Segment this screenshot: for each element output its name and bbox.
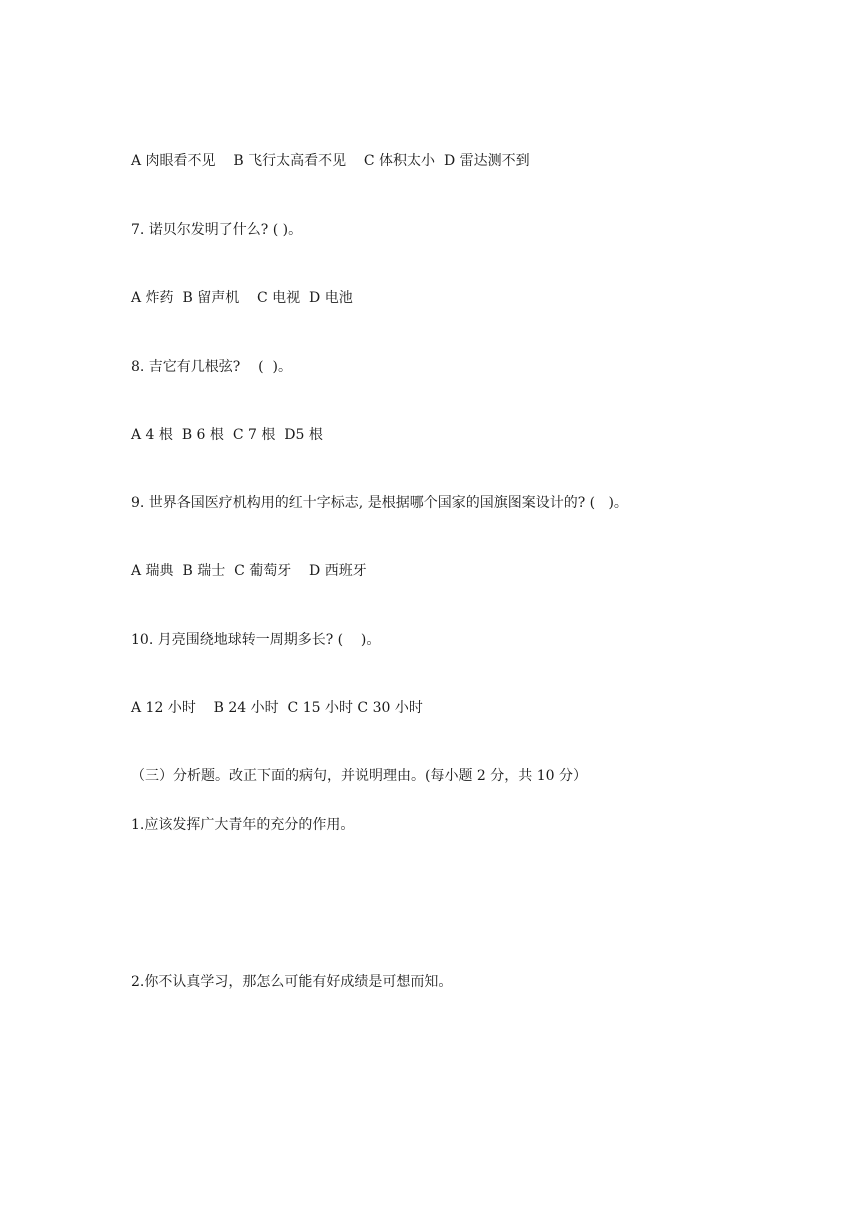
analysis-item-1: 1.应该发挥广大青年的充分的作用。	[131, 817, 355, 833]
q6-options: A 肉眼看不见 B 飞行太高看不见 C 体积太小 D 雷达测不到	[131, 153, 530, 169]
q10-options: A 12 小时 B 24 小时 C 15 小时 C 30 小时	[131, 700, 423, 716]
q7-question: 7. 诺贝尔发明了什么? ( )。	[131, 222, 303, 238]
q7-options: A 炸药 B 留声机 C 电视 D 电池	[131, 290, 353, 306]
q8-options: A 4 根 B 6 根 C 7 根 D5 根	[131, 427, 323, 443]
q8-question: 8. 吉它有几根弦? ( )。	[131, 359, 292, 375]
section-3-heading: （三）分析题。改正下面的病句，并说明理由。(每小题 2 分，共 10 分）	[131, 768, 587, 784]
analysis-item-2: 2.你不认真学习，那怎么可能有好成绩是可想而知。	[131, 974, 453, 990]
q9-question: 9. 世界各国医疗机构用的红十字标志, 是根据哪个国家的国旗图案设计的? ( )。	[131, 495, 628, 511]
q9-options: A 瑞典 B 瑞士 C 葡萄牙 D 西班牙	[131, 563, 367, 579]
q10-question: 10. 月亮围绕地球转一周期多长? ( )。	[131, 632, 381, 648]
